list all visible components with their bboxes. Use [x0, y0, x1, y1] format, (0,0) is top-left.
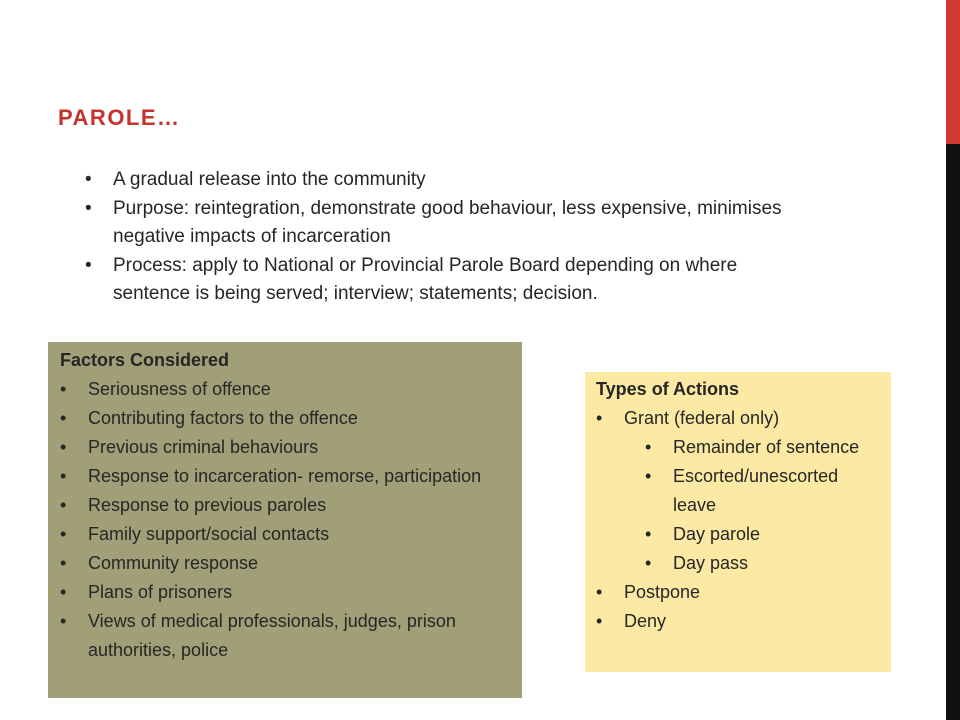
types-of-actions-box [585, 372, 891, 672]
factor-item: • Seriousness of offence [88, 375, 522, 404]
factor-item: • Views of medical professionals, judges, prison authorities, police [88, 607, 522, 665]
bullet-purpose: • Purpose: reintegration, demonstrate good behaviour, less expensive, minimises negative impacts of incarceration [113, 195, 813, 252]
slide-title: PAROLE… [58, 105, 181, 130]
factors-considered-box [48, 342, 522, 698]
action-grant-label: Grant (federal only) [624, 408, 780, 428]
factor-item: • Response to incarceration- remorse, participation [88, 462, 522, 491]
factor-item: • Response to previous paroles [88, 491, 522, 520]
grant-sub-item: • Day pass [673, 549, 863, 578]
grant-sub-item: • Remainder of sentence [673, 433, 863, 462]
grant-sub-item: • Escorted/unescorted leave [673, 462, 863, 520]
factor-item: • Contributing factors to the offence [88, 404, 522, 433]
side-accent-bar-red [946, 0, 960, 144]
action-item-postpone: • Postpone [624, 578, 891, 607]
action-item-grant [624, 404, 891, 578]
factor-item: • Plans of prisoners [88, 578, 522, 607]
factor-item: • Family support/social contacts [88, 520, 522, 549]
factors-list [88, 375, 522, 665]
grant-sub-item: • Day parole [673, 520, 863, 549]
side-accent-bar-black [946, 144, 960, 720]
bullet-process: • Process: apply to National or Provincial Parole Board depending on where sentence is being served; interview; statements; decision. [113, 252, 813, 309]
factor-item: • Previous criminal behaviours [88, 433, 522, 462]
grant-sub-list [673, 433, 863, 578]
main-bullet-list [113, 166, 813, 309]
factors-heading: Factors Considered [60, 350, 230, 370]
actions-heading: Types of Actions [596, 379, 740, 399]
bullet-gradual-release: • A gradual release into the community [113, 166, 813, 195]
factor-item: • Community response [88, 549, 522, 578]
action-item-deny: • Deny [624, 607, 891, 636]
actions-list [624, 404, 891, 636]
